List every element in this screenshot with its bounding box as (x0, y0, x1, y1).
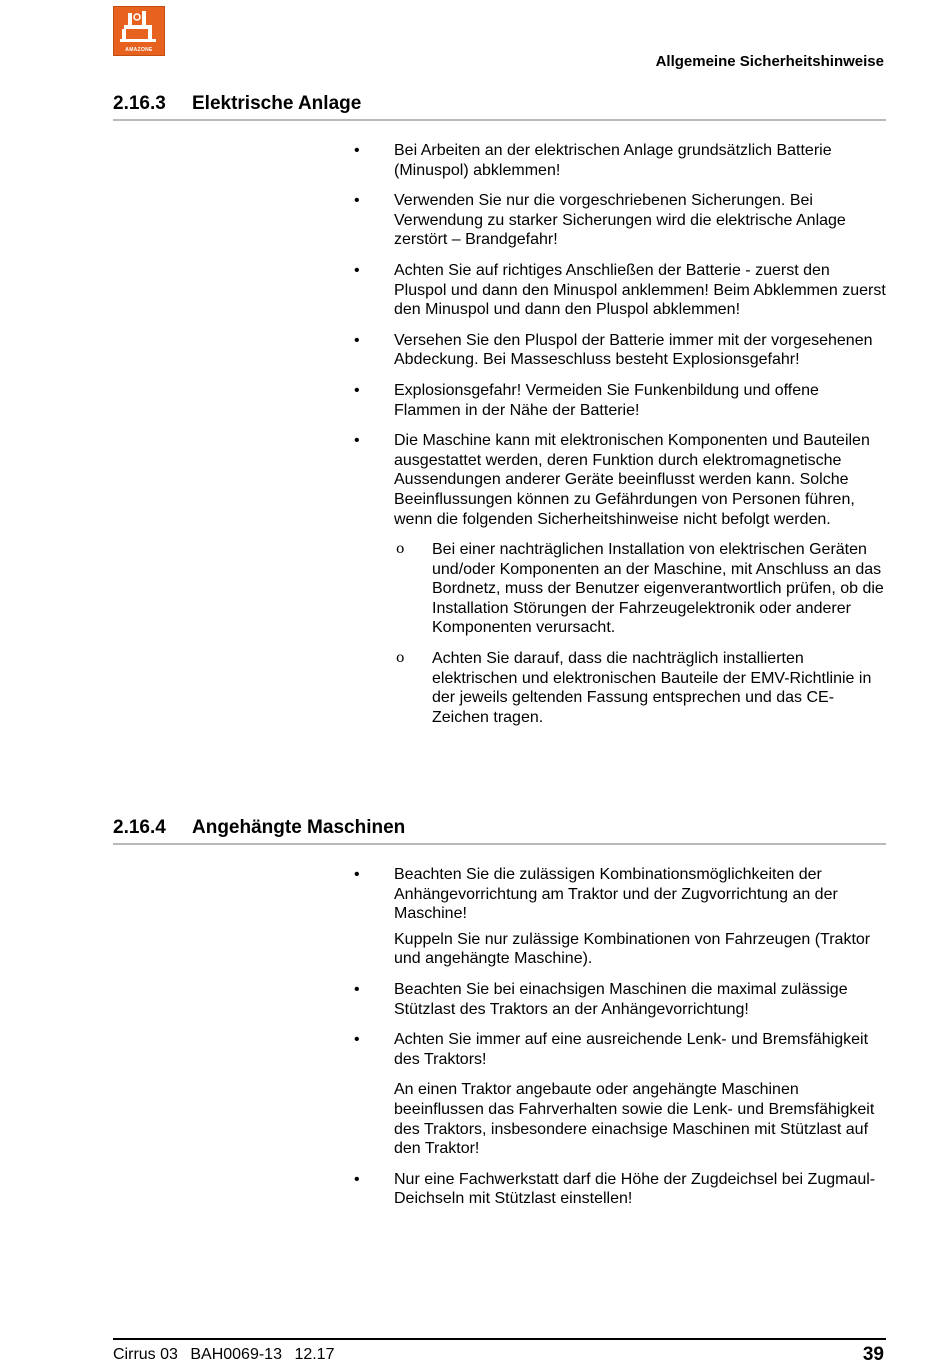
item-text: Kuppeln Sie nur zulässige Kombinationen von Fahrzeugen (Traktor und angehängte Maschine). (394, 930, 871, 968)
sub-list-item (394, 540, 886, 638)
item-text: Verwenden Sie nur die vorgeschriebenen Sicherungen. Bei Verwendung zu starker Sicherungen wird die elektrische Anlage zerstört – Brandgefahr! (394, 192, 846, 249)
section-content-angehaengte-maschinen (354, 865, 886, 1220)
item-text: An einen Traktor angebaute oder angehängte Maschinen beeinflussen das Fahrverhalten sowie die Lenk- und Bremsfähigkeit des Traktors, insbesondere einachsige Maschinen mit Stützlast auf den Traktor! (394, 1081, 875, 1158)
item-text: Achten Sie auf richtiges Anschließen der Batterie - zuerst den Pluspol und dann den Minuspol anklemmen! Beim Abklemmen zuerst den Minuspol und dann den Pluspol abklemmen! (394, 261, 886, 319)
item-text: Achten Sie immer auf eine ausreichende Lenk- und Bremsfähigkeit des Traktors! (394, 1031, 869, 1068)
bullet-icon: • (354, 1170, 360, 1188)
list-item (354, 381, 886, 420)
section-title: Elektrische Anlage (192, 93, 362, 114)
amazone-logo (113, 6, 165, 56)
sub-bullet-icon: ο (396, 541, 405, 558)
section-number: 2.16.4 (113, 817, 166, 838)
footer-doc-id: BAH0069-13 (190, 1346, 282, 1363)
sub-bullet-icon: ο (396, 650, 405, 667)
list-item (354, 331, 886, 370)
item-text: Beachten Sie die zulässigen Kombinationsmöglichkeiten der Anhängevorrichtung am Traktor und der Zugvorrichtung an der Maschine! (394, 866, 838, 923)
list-item (354, 1030, 886, 1159)
footer-rule (113, 1338, 886, 1340)
item-text: Bei Arbeiten an der elektrischen Anlage grundsätzlich Batterie (Minuspol) abklemmen! (394, 142, 832, 179)
section-heading-elektrische-anlage (113, 93, 886, 121)
footer-info (113, 1346, 342, 1364)
sub-list-item (394, 649, 886, 727)
bullet-icon: • (354, 432, 360, 450)
list-item (354, 865, 886, 969)
page-number: 39 (862, 1344, 884, 1365)
list-item (354, 431, 886, 727)
bullet-icon: • (354, 381, 360, 399)
list-item (354, 191, 886, 250)
list-item (354, 980, 886, 1019)
item-text: Die Maschine kann mit elektronischen Komponenten und Bauteilen ausgestattet werden, deren Funktion durch elektromagnetische Aussendungen anderer Geräte beeinflusst werden kann. Solche Beeinflussungen können zu Gefährdungen von Personen führen, wenn die folgenden Sicherheitshinweise nicht befolgt werden. (394, 432, 870, 528)
bullet-icon: • (354, 142, 360, 159)
tractor-logo-icon (114, 7, 164, 47)
section-number: 2.16.3 (113, 93, 166, 114)
page-header-title: Allgemeine Sicherheitshinweise (655, 53, 884, 70)
logo-text: AMAZONE (125, 47, 153, 53)
list-item (354, 1170, 886, 1209)
bullet-icon: • (354, 331, 360, 349)
section-content-elektrische-anlage (354, 141, 886, 738)
bullet-icon: • (354, 980, 360, 998)
item-text: Versehen Sie den Pluspol der Batterie immer mit der vorgesehenen Abdeckung. Bei Masseschluss besteht Explosionsgefahr! (394, 331, 873, 369)
item-text: Explosionsgefahr! Vermeiden Sie Funkenbildung und offene Flammen in der Nähe der Batterie! (394, 381, 819, 419)
sub-item-text: Bei einer nachträglichen Installation von elektrischen Geräten und/oder Komponenten an der Maschine, mit Anschluss an das Bordnetz, muss der Benutzer eigenverantwortlich prüfen, ob die Installation Störungen der Fahrzeugelektronik oder anderer Komponenten verursacht. (432, 541, 884, 637)
item-text: Beachten Sie bei einachsigen Maschinen die maximal zulässige Stützlast des Traktors an der Anhängevorrichtung! (394, 980, 848, 1018)
section-title: Angehängte Maschinen (192, 817, 406, 838)
sub-item-text: Achten Sie darauf, dass die nachträglich installierten elektrischen und elektronischen Bauteile der EMV-Richtlinie in der jeweils geltenden Fassung entsprechen und das CE-Zeichen tragen. (432, 650, 872, 726)
bullet-icon: • (354, 866, 360, 883)
footer-product: Cirrus 03 (113, 1346, 178, 1363)
section-heading-angehaengte-maschinen (113, 817, 886, 845)
list-item (354, 141, 886, 180)
item-text: Nur eine Fachwerkstatt darf die Höhe der Zugdeichsel bei Zugmaul-Deichseln mit Stützlast einstellen! (394, 1170, 876, 1208)
bullet-icon: • (354, 1031, 360, 1049)
footer-date: 12.17 (294, 1346, 335, 1363)
list-item (354, 261, 886, 320)
bullet-icon: • (354, 192, 360, 210)
bullet-icon: • (354, 261, 360, 279)
